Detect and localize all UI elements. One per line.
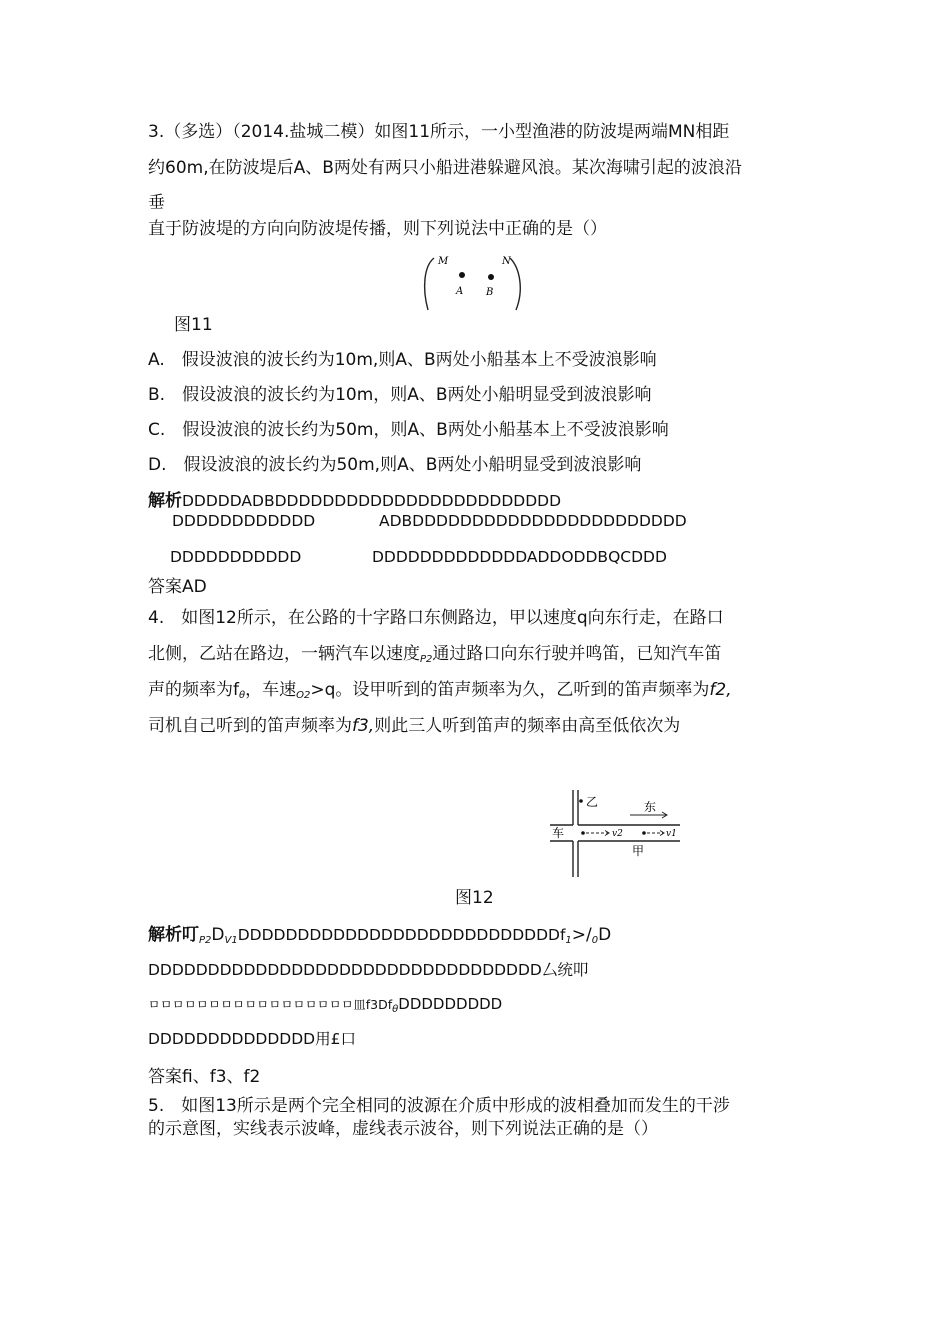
q5-stem-line1: 5. 如图13所示是两个完全相同的波源在介质中形成的波相叠加而发生的干涉 [148, 1096, 730, 1116]
label-dong: 东 [644, 800, 657, 814]
breakwater-figure [420, 250, 535, 315]
label-yi: 乙 [586, 795, 599, 809]
label-b: B [486, 287, 494, 298]
q4-stem-line2: 北侧，乙站在路边，一辆汽车以速度$_{P2}$通过路口向东行驶并鸣笛，已知汽车笛 [148, 644, 722, 665]
q3-analysis-line1 [148, 490, 561, 512]
boat-b-dot [488, 274, 494, 280]
q4-stem-line4: 司机自己听到的笛声频率为f3,则此三人听到笛声的频率由高至低依次为 [148, 716, 681, 736]
q4-stem-line3: 声的频率为$f_\theta$，车速$_{O2}$>q。设甲听到的笛声频率为久，乙听到的笛声频率为f2, [148, 680, 732, 701]
q4-analysis-line3: ㅁㅁㅁㅁㅁㅁㅁㅁㅁㅁㅁㅁㅁㅁㅁㅁㅁ皿$f3Df_\theta DDDDDDDDD$ [148, 995, 503, 1015]
q3-analysis-line3b: DDDDDDDDDDDDDADDODDBQCDDD [372, 548, 667, 566]
analysis-label: 解析 [148, 491, 182, 511]
label-v2: v2 [612, 829, 623, 839]
walker-jia-dot [642, 831, 646, 835]
q3-stem-line2: 约60m,在防波堤后A、B两处有两只小船进港躲避风浪。某次海啸引起的波浪沿 [148, 158, 742, 178]
analysis-text: DDDDDADBDDDDDDDDDDDDDDDDDDDDDDDD [182, 492, 562, 510]
q3-answer: 答案AD [148, 577, 207, 597]
q3-stem-line1: 3.（多选）（2014.盐城二模）如图11所示，一小型渔港的防波堤两端MN相距 [148, 122, 730, 142]
observer-yi-dot [579, 799, 583, 803]
q3-analysis-line2a: DDDDDDDDDDDD [172, 512, 316, 530]
q3-option-a: A. 假设波浪的波长约为10m,则A、B两处小船基本上不受波浪影响 [148, 350, 657, 370]
intersection-figure [548, 785, 688, 880]
q5-stem-line2: 的示意图，实线表示波峰，虚线表示波谷，则下列说法正确的是（） [148, 1119, 658, 1139]
q4-analysis-line1: 解析叮$_{P2}D_{V1}DDDDDDDDDDDDDDDDDDDDDDDDDDDf_1>/_0D$ [148, 925, 612, 946]
label-a: A [456, 286, 464, 297]
q4-answer: 答案fi、f3、f2 [148, 1067, 261, 1087]
label-v1: v1 [666, 829, 677, 839]
q4-analysis-line2: DDDDDDDDDDDDDDDDDDDDDDDDDDDDDDDDD厶统叩 [148, 961, 589, 979]
q3-stem-line4: 直于防波堤的方向向防波堤传播，则下列说法中正确的是（） [148, 219, 607, 239]
label-n: N [502, 256, 511, 267]
q3-option-c: C. 假设波浪的波长约为50m，则A、B两处小船基本上不受波浪影响 [148, 420, 669, 440]
label-jia: 甲 [632, 844, 645, 858]
q3-stem-line3: 垂 [148, 193, 165, 213]
q3-option-d: D. 假设波浪的波长约为50m,则A、B两处小船明显受到波浪影响 [148, 455, 642, 475]
q4-analysis-line4: DDDDDDDDDDDDDD用£口 [148, 1030, 356, 1048]
label-m: M [438, 256, 449, 267]
q3-analysis-line3a: DDDDDDDDDDD [170, 548, 302, 566]
figure-11-caption: 图11 [174, 315, 213, 335]
car-dot [581, 831, 585, 835]
q3-analysis-line2b: ADBDDDDDDDDDDDDDDDDDDDDDDD [379, 512, 687, 530]
q3-option-b: B. 假设波浪的波长约为10m，则A、B两处小船明显受到波浪影响 [148, 385, 652, 405]
q4-stem-line1: 4. 如图12所示，在公路的十字路口东侧路边，甲以速度q向东行走，在路口 [148, 608, 724, 628]
label-che: 车 [552, 826, 565, 840]
figure-12-caption: 图12 [455, 888, 494, 908]
boat-a-dot [459, 272, 465, 278]
